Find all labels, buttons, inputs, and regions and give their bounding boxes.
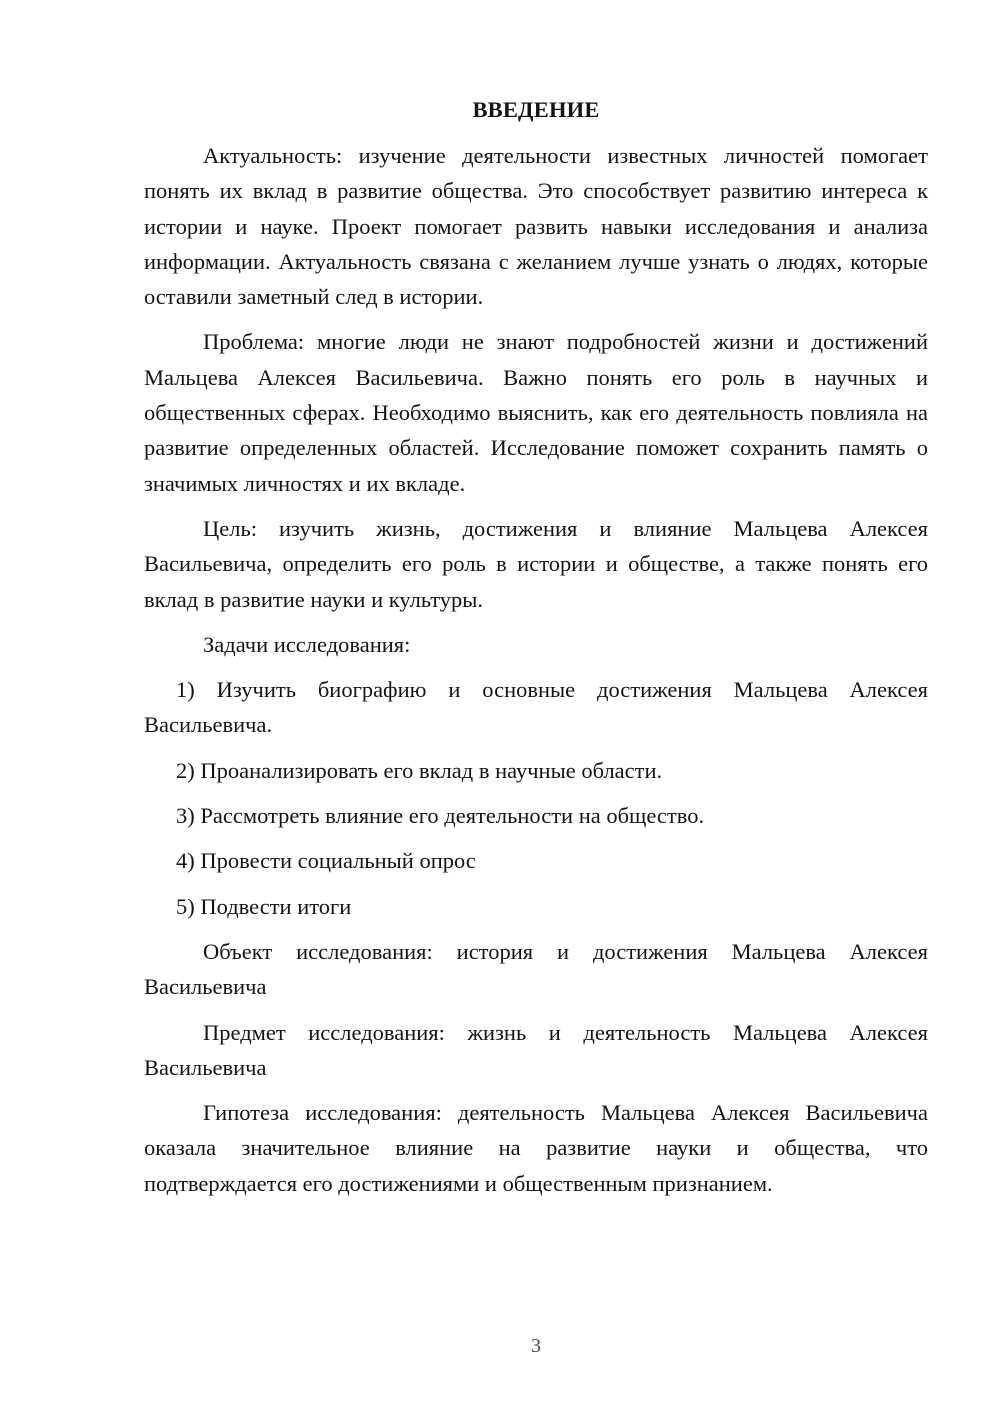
relevance-paragraph: Актуальность: изучение деятельности известных личностей помогает понять их вклад в развитие общества. Это способствует развитию интереса к истории и науке. Проект помогает развить навыки исследования и анализа информации. Актуальность связана с желанием лучше узнать о людях, которые оставили заметный след в истории.	[144, 143, 928, 310]
list-item: 3) Рассмотреть влияние его деятельности на общество.	[176, 803, 705, 829]
list-item: 1) Изучить биографию и основные достижения Мальцева Алексея Васильевича.	[144, 677, 928, 738]
list-item: 2) Проанализировать его вклад в научные области.	[176, 757, 663, 783]
list-item: 5) Подвести итоги	[176, 893, 352, 919]
hypothesis-paragraph: Гипотеза исследования: деятельность Мальцева Алексея Васильевича оказала значительное влияние на развитие науки и общества, что подтверждается его достижениями и общественным признанием.	[144, 1100, 928, 1196]
tasks-list	[144, 672, 928, 924]
page-content	[144, 92, 928, 1211]
subject-paragraph: Предмет исследования: жизнь и деятельность Мальцева Алексея Васильевича	[144, 1019, 928, 1080]
page-number: 3	[531, 1335, 541, 1357]
list-item: 4) Провести социальный опрос	[176, 848, 476, 874]
problem-paragraph: Проблема: многие люди не знают подробностей жизни и достижений Мальцева Алексея Васильевича. Важно понять его роль в научных и общественных сферах. Необходимо выяснить, как его деятельность повлияла на развитие определенных областей. Исследование поможет сохранить память о значимых личностях и их вкладе.	[144, 329, 928, 496]
object-paragraph: Объект исследования: история и достижения Мальцева Алексея Васильевича	[144, 938, 928, 1000]
section-title: ВВЕДЕНИЕ	[472, 97, 600, 122]
tasks-heading: Задачи исследования:	[203, 631, 411, 657]
goal-paragraph: Цель: изучить жизнь, достижения и влияние Мальцева Алексея Васильевича, определить его роль в истории и обществе, а также понять его вклад в развитие науки и культуры.	[144, 515, 928, 612]
